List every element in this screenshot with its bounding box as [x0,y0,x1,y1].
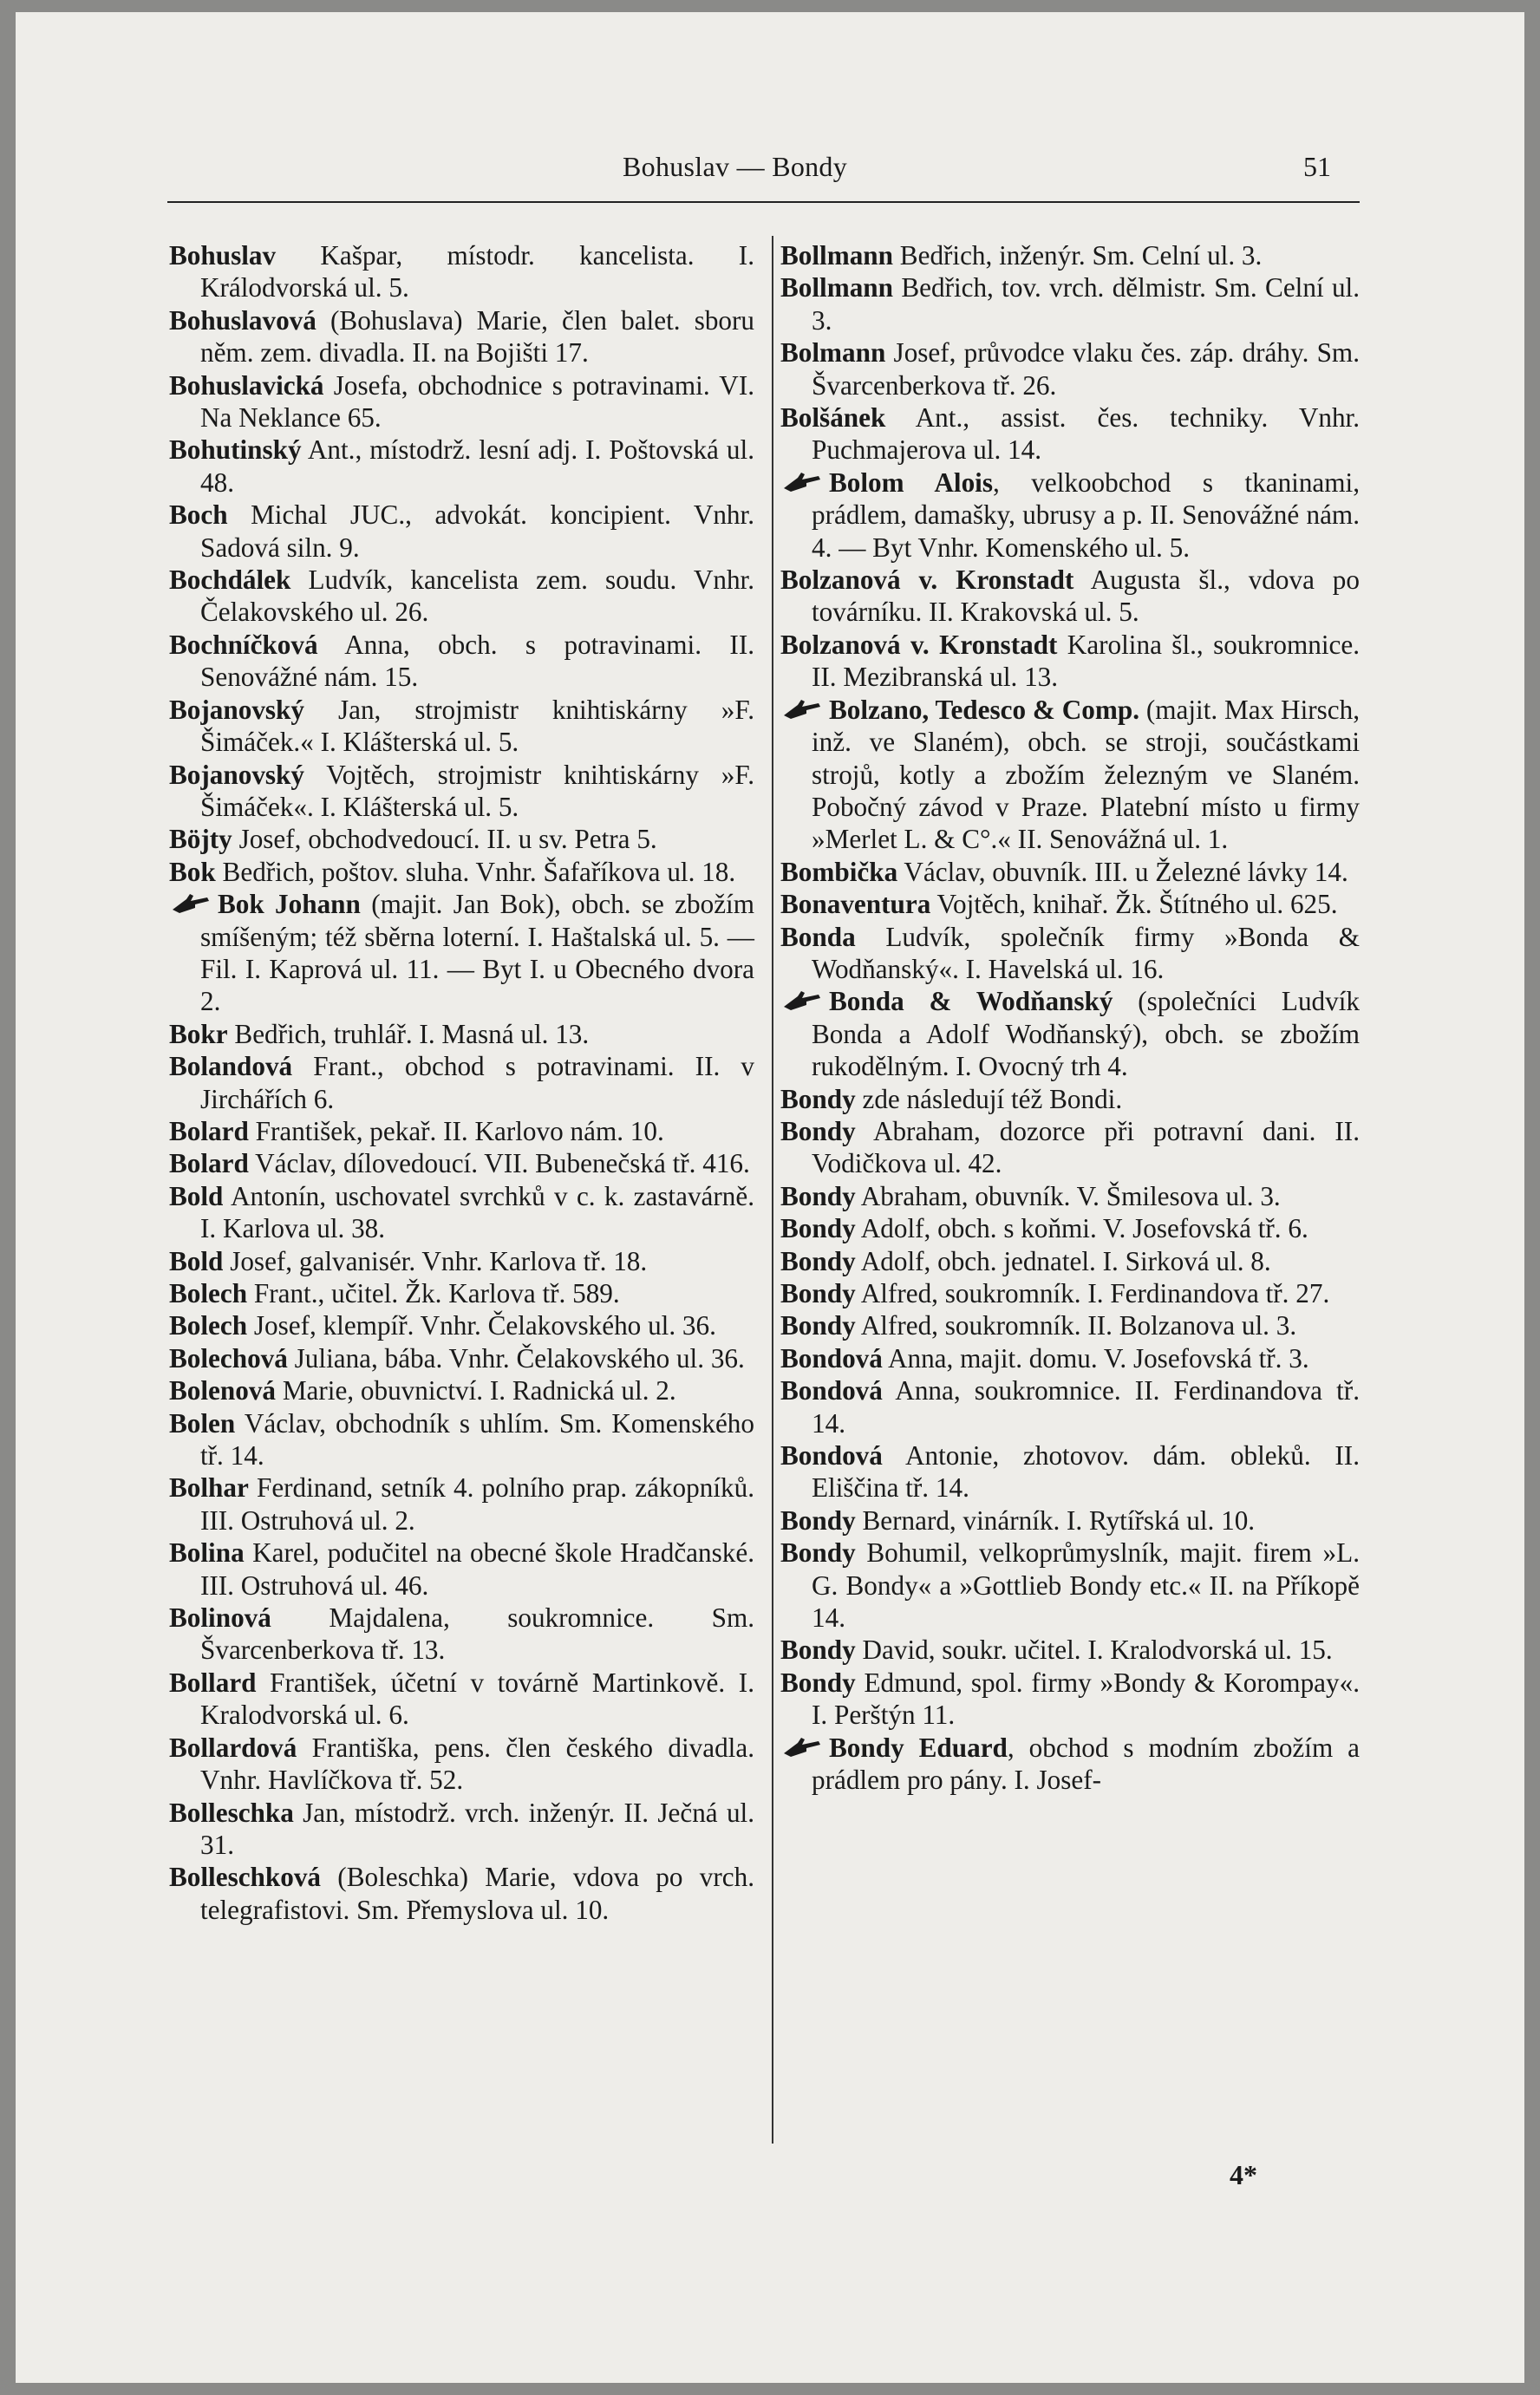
entry-name: Bolechová [169,1342,288,1374]
directory-entry [169,888,754,1018]
entry-details: (Bohuslava) Marie, člen balet. sboru něm. zem. divadla. II. na Bojišti 17. [200,304,754,369]
directory-entry [780,239,1360,271]
pointing-hand-icon [780,469,824,493]
directory-entry [780,271,1360,336]
column-divider [772,236,773,2144]
entry-name: Bondy [780,1537,856,1569]
entry-name: Bondy [780,1115,856,1146]
entry-details: Václav, dílovedoucí. VII. Bubenečská tř. 416. [248,1148,750,1179]
entry-details: Ant., assist. čes. techniky. Vnhr. Puchmajerova ul. 14. [812,402,1360,466]
entry-name: Bondy [780,1213,856,1244]
entry-details: Ludvík, společník firmy »Bonda & Wodňanský«. I. Havelská ul. 16. [812,921,1360,984]
directory-entry [780,1537,1360,1634]
directory-entry [169,564,754,629]
entry-details: Josef, galvanisér. Vnhr. Karlova tř. 18. [223,1245,648,1276]
directory-entry [780,1083,1360,1115]
page-number: 51 [1303,151,1331,182]
entry-details: zde následují též Bondi. [855,1083,1123,1114]
entry-details: Anna, obch. s potravinami. II. Senovážné nám. 15. [200,629,754,693]
directory-entry [169,434,754,499]
directory-entry [780,1439,1360,1504]
entry-details: Adolf, obch. jednatel. I. Sirková ul. 8. [855,1245,1271,1276]
directory-entry [169,1472,754,1537]
directory-entry [780,694,1360,856]
entry-name: Bondová [780,1342,883,1374]
directory-page [16,12,1524,2383]
directory-entry [169,1342,754,1374]
directory-entry [169,1050,754,1115]
directory-entry [169,1309,754,1341]
entry-details: Anna, majit. domu. V. Josefovská tř. 3. [882,1342,1309,1374]
entry-details: Alfred, soukromník. I. Ferdinandova tř. 27. [855,1278,1330,1308]
directory-entry [780,1342,1360,1374]
entry-details: Kašpar, místodr. kancelista. I. Králodvorská ul. 5. [200,240,754,303]
entry-details: František, účetní v továrně Martinkově. I. Kralodvorská ul. 6. [200,1667,754,1731]
entry-name: Bondy [780,1278,856,1308]
entry-details: Frant., obchod s potravinami. II. v Jirchářích 6. [200,1051,754,1114]
entry-details: (společníci Ludvík Bonda a Adolf Wodňanský), obch. se zbožím rukodělným. I. Ovocný trh 4. [812,986,1360,1082]
entry-details: Antonín, uschovatel svrchků v c. k. zastavárně. I. Karlova ul. 38. [200,1180,754,1244]
entry-name: Bojanovský [169,759,304,790]
directory-entry [780,888,1360,920]
entry-name: Bondová [780,1440,883,1472]
directory-entry [169,1602,754,1667]
entry-name: Bonda & Wodňanský [829,986,1113,1017]
entry-details: Karolina šl., soukromnice. II. Mezibranská ul. 13. [812,629,1360,693]
entry-name: Bondy [780,1310,856,1341]
entry-details: (Boleschka) Marie, vdova po vrch. telegrafistovi. Sm. Přemyslova ul. 10. [200,1862,754,1925]
entry-name: Bolzano, Tedesco & Comp. [829,694,1140,725]
entry-name: Bolleschková [169,1862,322,1893]
entry-details: Bohumil, velkoprůmyslník, majit. firem »L. G. Bondy« a »Gottlieb Bondy etc.« II. na Příkopě 14. [812,1537,1360,1634]
directory-entry [169,1115,754,1147]
entry-name: Bollmann [780,240,893,271]
entry-details: Josef, průvodce vlaku čes. záp. dráhy. Sm. Švarcenberkova tř. 26. [812,337,1360,401]
directory-entry [780,467,1360,564]
entry-details: Vojtěch, strojmistr knihtiskárny »F. Šimáček«. I. Klášterská ul. 5. [200,759,754,822]
directory-entry [169,1147,754,1179]
entry-details: , velkoobchod s tkaninami, prádlem, damašky, ubrusy a p. II. Senovážné nám. 4. — Byt Vnhr. Komenského ul. 5. [812,467,1360,563]
entry-details: Václav, obchodník s uhlím. Sm. Komenského tř. 14. [200,1407,754,1472]
entry-name: Bok [169,856,216,887]
directory-entry [169,239,754,304]
entry-details: Abraham, dozorce při potravní dani. II. Vodičkova ul. 42. [812,1115,1360,1179]
entry-name: Bondy [780,1504,856,1536]
entry-name: Bold [169,1245,224,1276]
entry-name: Bolleschka [169,1797,294,1828]
pointing-hand-icon [780,1734,824,1759]
directory-entry [780,1634,1360,1666]
directory-entry [780,1309,1360,1341]
directory-entry [780,921,1360,986]
entry-details: (majit. Max Hirsch, inž. ve Slaném), obch. se stroji, součástkami strojů, kotly a zbožím železným ve Slaném. Pobočný závod v Praze. Platební místo u firmy »Merlet L. & C°.« II. Senovážná ul. 1. [812,694,1360,855]
entry-details: Adolf, obch. s koňmi. V. Josefovská tř. 6. [855,1213,1308,1244]
entry-details: Edmund, spol. firmy »Bondy & Korompay«. I. Perštýn 11. [812,1667,1360,1731]
directory-entry [780,401,1360,467]
entry-details: Bedřich, truhlář. I. Masná ul. 13. [227,1018,590,1049]
entry-details: Alfred, soukromník. II. Bolzanova ul. 3. [855,1310,1297,1341]
directory-entry [780,564,1360,629]
directory-entry [780,629,1360,694]
entry-name: Bollard [169,1667,257,1698]
entry-name: Bolhar [169,1472,249,1504]
entry-name: Bolen [169,1407,236,1439]
entry-name: Bondy [780,1180,856,1211]
entry-name: Bolenová [169,1375,277,1406]
entry-name: Bojanovský [169,694,304,725]
entry-name: Bondy [780,1245,856,1276]
directory-entry [780,1212,1360,1244]
directory-entry [780,1245,1360,1277]
directory-entry [169,1277,754,1309]
directory-entry [169,1374,754,1406]
entry-name: Bohuslavová [169,304,316,336]
entry-name: Bondy [780,1667,856,1698]
pointing-hand-icon [780,696,824,721]
directory-entry [169,694,754,759]
entry-details: Bedřich, inženýr. Sm. Celní ul. 3. [893,240,1263,271]
entry-name: Bolom Alois [829,467,993,498]
directory-entry [169,1245,754,1277]
entry-name: Bolech [169,1278,248,1308]
header-rule [167,201,1360,203]
entry-name: Bolech [169,1310,248,1341]
entry-name: Bolzanová v. Kronstadt [780,564,1074,596]
signature-mark: 4* [1230,2159,1257,2190]
entry-details: Jan, místodrž. vrch. inženýr. II. Ječná ul. 31. [200,1797,754,1860]
entry-name: Bondy [780,1635,856,1666]
entry-name: Bonda [780,921,856,952]
directory-entry [780,985,1360,1082]
page-title: Bohuslav — Bondy [623,151,848,182]
entry-name: Boch [169,499,228,531]
entry-name: Bokr [169,1018,228,1049]
entry-name: Bonaventura [780,889,931,920]
left-column [169,239,754,1926]
entry-name: Bolinová [169,1602,271,1634]
directory-entry [169,499,754,564]
entry-details: Václav, obuvník. III. u Železné lávky 14. [897,856,1348,887]
directory-entry [780,1504,1360,1537]
pointing-hand-icon [780,988,824,1012]
entry-name: Bolšánek [780,402,886,434]
directory-entry [169,1180,754,1245]
directory-entry [780,336,1360,401]
directory-entry [169,1732,754,1797]
entry-details: Josef, obchodvedoucí. II. u sv. Petra 5. [232,824,657,855]
entry-name: Bolmann [780,337,886,369]
pointing-hand-icon [169,891,212,915]
directory-entry [169,759,754,824]
entry-details: Michal JUC., advokát. koncipient. Vnhr. Sadová siln. 9. [200,499,754,563]
entry-name: Bohutinský [169,434,302,466]
entry-details: David, soukr. učitel. I. Kralodvorská ul. 15. [855,1635,1333,1666]
directory-entry [169,629,754,694]
directory-entry [169,1797,754,1862]
directory-entry [780,1277,1360,1309]
entry-details: Jan, strojmistr knihtiskárny »F. Šimáček.« I. Klášterská ul. 5. [200,694,754,758]
entry-name: Bondová [780,1375,883,1406]
entry-name: Böjty [169,824,232,855]
entry-name: Bondy [780,1083,856,1114]
entry-details: Abraham, obuvník. V. Šmilesova ul. 3. [855,1180,1281,1211]
directory-entry [169,1537,754,1602]
entry-name: Bohuslav [169,240,277,271]
entry-name: Bollmann [780,272,893,303]
entry-name: Bondy Eduard [829,1732,1008,1763]
directory-entry [780,1374,1360,1439]
directory-entry [169,1667,754,1732]
entry-name: Bombička [780,856,898,887]
entry-name: Bolandová [169,1051,293,1082]
entry-name: Bolard [169,1148,249,1179]
entry-name: Bolzanová v. Kronstadt [780,629,1058,660]
directory-entry [780,1667,1360,1732]
entry-details: Bedřich, tov. vrch. dělmistr. Sm. Celní ul. 3. [812,272,1360,336]
directory-entry [169,1407,754,1472]
entry-details: Ludvík, kancelista zem. soudu. Vnhr. Čelakovského ul. 26. [200,564,754,628]
entry-details: (majit. Jan Bok), obch. se zbožím smíšeným; též sběrna loterní. I. Haštalská ul. 5. — Fil. I. Kaprová ul. 11. — Byt I. u Obecného dvora 2. [200,889,754,1017]
directory-entry [169,304,754,369]
directory-entry [780,856,1360,888]
directory-entry [780,1115,1360,1180]
entry-details: Ant., místodrž. lesní adj. I. Poštovská ul. 48. [200,434,754,498]
entry-details: Josefa, obchodnice s potravinami. VI. Na Neklance 65. [200,369,754,434]
entry-details: Bernard, vinárník. I. Rytířská ul. 10. [855,1504,1256,1536]
directory-entry [169,1861,754,1926]
entry-details: Bedřich, poštov. sluha. Vnhr. Šafaříkova ul. 18. [215,856,736,887]
entry-name: Bok Johann [218,889,361,920]
directory-entry [169,1018,754,1050]
directory-entry [780,1180,1360,1212]
directory-entry [780,1732,1360,1797]
directory-entry [169,823,754,855]
entry-name: Bohuslavická [169,369,324,401]
entry-name: Bochdálek [169,564,291,596]
entry-details: Juliana, bába. Vnhr. Čelakovského ul. 36. [287,1342,745,1374]
entry-name: Bold [169,1180,224,1211]
entry-details: Antonie, zhotovov. dám. obleků. II. Eliščina tř. 14. [812,1440,1360,1504]
entry-details: Ferdinand, setník 4. polního prap. zákopníků. III. Ostruhová ul. 2. [200,1472,754,1536]
entry-details: Anna, soukromnice. II. Ferdinandova tř. 14. [812,1375,1360,1439]
entry-name: Bolina [169,1537,245,1569]
entry-name: Bochníčková [169,629,318,660]
right-column [780,239,1360,1797]
entry-details: Augusta šl., vdova po továrníku. II. Krakovská ul. 5. [812,564,1360,628]
directory-entry [169,856,754,888]
entry-name: Bolard [169,1115,249,1146]
entry-details: Karel, podučitel na obecné škole Hradčanské. III. Ostruhová ul. 46. [200,1537,754,1601]
entry-details: František, pekař. II. Karlovo nám. 10. [248,1115,664,1146]
entry-details: Marie, obuvnictví. I. Radnická ul. 2. [276,1375,676,1406]
entry-details: , obchod s modním zbožím a prádlem pro pány. I. Josef- [812,1732,1360,1796]
entry-details: Frant., učitel. Žk. Karlova tř. 589. [247,1278,620,1308]
entry-details: Františka, pens. člen českého divadla. Vnhr. Havlíčkova tř. 52. [200,1732,754,1796]
entry-details: Majdalena, soukromnice. Sm. Švarcenberkova tř. 13. [200,1602,754,1666]
entry-details: Vojtěch, knihař. Žk. Štítného ul. 625. [930,889,1338,920]
entry-details: Josef, klempíř. Vnhr. Čelakovského ul. 36. [247,1310,716,1341]
running-header [16,142,1524,194]
directory-entry [169,369,754,434]
entry-name: Bollardová [169,1732,297,1763]
